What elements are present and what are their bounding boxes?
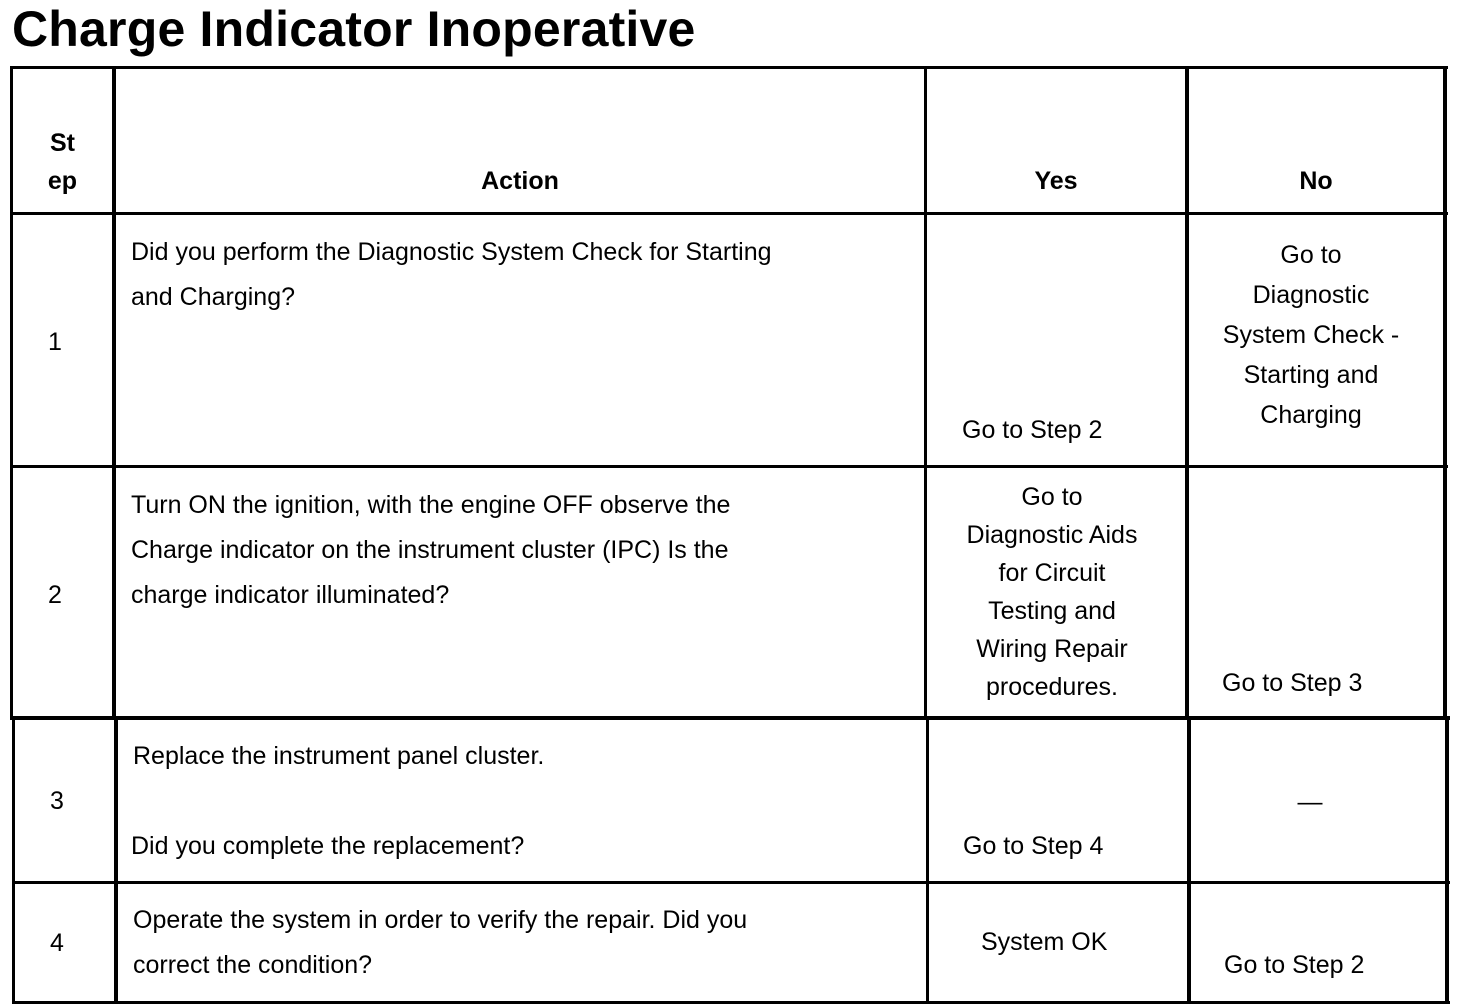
row-3-yes: Go to Step 4 bbox=[963, 832, 1104, 860]
row-4-no: Go to Step 2 bbox=[1224, 951, 1365, 979]
row-2-bottom-border bbox=[10, 716, 1450, 720]
page-title: Charge Indicator Inoperative bbox=[12, 1, 696, 57]
table-top-border bbox=[10, 66, 1448, 69]
row-3-action-instruction: Replace the instrument panel cluster. bbox=[133, 742, 545, 770]
row-1-no: Go to Diagnostic System Check - Starting and Charging bbox=[1222, 241, 1400, 429]
header-action: Action bbox=[481, 167, 559, 195]
row-3-bottom-border bbox=[12, 881, 1450, 884]
header-step: St ep bbox=[47, 129, 78, 195]
row-2-step: 2 bbox=[48, 581, 62, 609]
right-border-lower bbox=[1445, 716, 1449, 1004]
row-2-yes: Go to Diagnostic Aids for Circuit Testing and Wiring Repair procedures. bbox=[966, 483, 1138, 701]
row-3-action-question: Did you complete the replacement? bbox=[131, 832, 525, 860]
header-no: No bbox=[1299, 167, 1333, 195]
table-bottom-border bbox=[12, 1001, 1450, 1004]
row-2-no: Go to Step 3 bbox=[1222, 669, 1363, 697]
row-2-action: Turn ON the ignition, with the engine OFF observe the Charge indicator on the instrument cluster (IPC) Is the charge indicator illuminated? bbox=[131, 491, 731, 609]
right-border bbox=[1443, 66, 1447, 719]
step-action-divider-lower bbox=[114, 716, 118, 1004]
row-4-yes: System OK bbox=[981, 928, 1108, 956]
row-1-action: Did you perform the Diagnostic System Check for Starting and Charging? bbox=[131, 238, 772, 311]
row-1-bottom-border bbox=[10, 465, 1448, 468]
action-yes-divider-lower bbox=[926, 716, 929, 1004]
yes-no-divider-lower bbox=[1187, 716, 1191, 1004]
header-bottom-border bbox=[10, 212, 1448, 215]
row-3-no: — bbox=[1297, 788, 1323, 816]
row-3-step: 3 bbox=[50, 787, 64, 815]
row-1-yes: Go to Step 2 bbox=[962, 416, 1103, 444]
row-4-step: 4 bbox=[50, 929, 64, 957]
header-yes: Yes bbox=[1034, 167, 1078, 195]
row-4-action: Operate the system in order to verify the repair. Did you correct the condition? bbox=[133, 906, 748, 979]
row-1-step: 1 bbox=[48, 328, 62, 356]
